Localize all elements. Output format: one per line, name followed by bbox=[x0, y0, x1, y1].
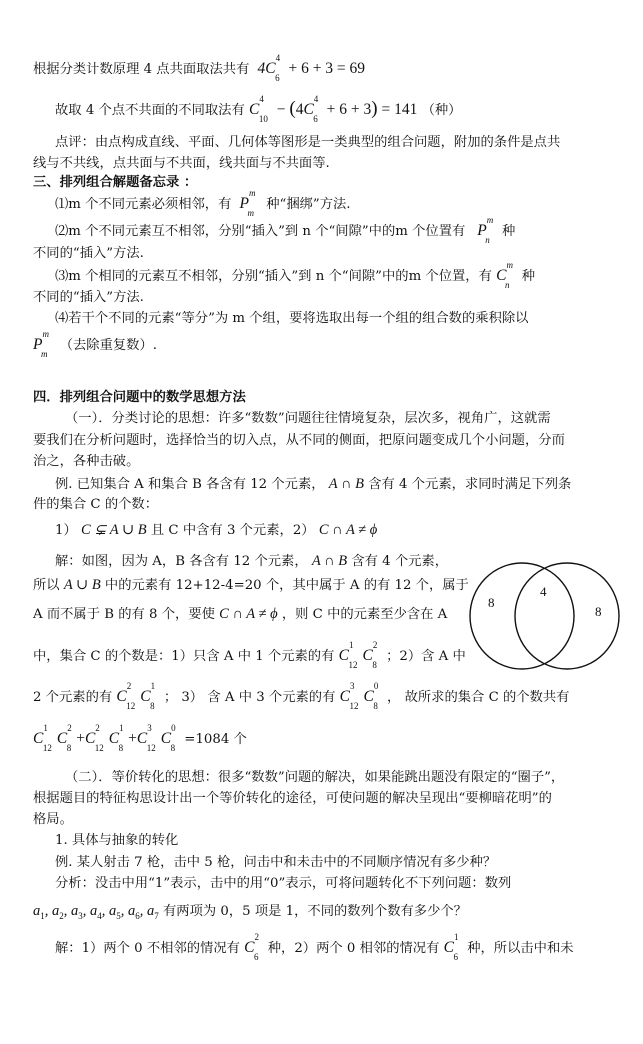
formula: C ∩ A ≠ ϕ bbox=[219, 606, 278, 622]
comment-line: 点评：由点构成直线、平面、几何体等图形是一类典型的组合问题，附加的条件是点共 bbox=[55, 135, 561, 150]
formula: A ∪ B bbox=[63, 577, 101, 593]
formula: $C^2_6$ bbox=[244, 931, 260, 963]
text: 有两项为 0，5 项是 1，不同的数列个数有多少个？ bbox=[162, 904, 467, 919]
formula: $4C^4_6 + 6 + 3 = 69$ bbox=[253, 52, 366, 84]
text: 根据分类计数原理 4 点共面取法共有 bbox=[33, 62, 250, 77]
paragraph-line: 治之，各种击破。 bbox=[33, 454, 140, 469]
text: 2 个元素的有 bbox=[33, 690, 113, 705]
memo-item-4: ⑷若干个不同的元素“等分”为 m 个组，要将选取出每一个组的组合数的乘积除以 bbox=[55, 311, 529, 326]
formula: $C^2_{12}C^1_8$ bbox=[116, 680, 156, 712]
text: ， 故所求的集合 C 的个数共有 bbox=[387, 690, 570, 705]
venn-right-count: 8 bbox=[595, 604, 602, 619]
text: A 而不属于 B 的有 8 个，要使 bbox=[33, 607, 215, 622]
formula: A ∩ B bbox=[328, 476, 364, 492]
formula: $C^1_{12}C^2_8+C^2_{12}C^1_8+C^3_{12}C^0_8$ bbox=[33, 722, 176, 754]
solution-line bbox=[55, 931, 574, 963]
text: 例. 已知集合 A 和集合 B 各含有 12 个元素， bbox=[55, 477, 325, 492]
formula: $P^m_m$ bbox=[235, 187, 256, 219]
formula: $C^3_{12}C^0_8$ bbox=[339, 680, 379, 712]
text: ； 3） 含 A 中 3 个元素的有 bbox=[163, 690, 336, 705]
formula: $a_1$, $a_2$, $a_3$, $a_4$, $a_5$, $a_6$, $a_7$ bbox=[33, 903, 159, 921]
paragraph-line: 要我们在分析问题时，选择恰当的切入点，从不同的侧面，把原问题变成几个小问题，分而 bbox=[33, 433, 565, 448]
formula: C ∩ A ≠ ϕ bbox=[318, 522, 378, 538]
text: ；2）含 A 中 bbox=[386, 649, 466, 664]
text-line bbox=[33, 52, 366, 84]
subheading: 1. 具体与抽象的转化 bbox=[55, 833, 179, 848]
memo-item-2-cont: 不同的“插入”方法. bbox=[33, 246, 144, 261]
text: 含有 4 个元素， bbox=[351, 554, 449, 569]
solution-line bbox=[55, 552, 448, 571]
set-a-circle bbox=[470, 563, 574, 669]
unit: （种） bbox=[421, 103, 462, 118]
venn-center-count: 4 bbox=[540, 584, 547, 599]
solution-line bbox=[33, 639, 466, 671]
condition-line bbox=[55, 521, 377, 540]
paragraph-line: （一）．分类讨论的思想：许多“数数”问题往往情境复杂，层次多，视角广，这就需 bbox=[65, 411, 551, 426]
text: （去除重复数）. bbox=[59, 338, 158, 353]
solution-line bbox=[33, 605, 447, 624]
formula: A ∩ B bbox=[311, 553, 348, 569]
comment-line: 线与不共线，点共面与不共面，线共面与不共面等. bbox=[33, 156, 330, 171]
venn-diagram bbox=[462, 560, 627, 685]
formula: $C^1_6$ bbox=[443, 931, 459, 963]
text: 中的元素有 12+12-4=20 个，其中属于 A 的有 12 个，属于 bbox=[104, 578, 469, 593]
paragraph-line: 根据题目的特征构思设计出一个等价转化的途径，可使问题的解决呈现出“要柳暗花明”的 bbox=[33, 791, 552, 806]
text: ，则 C 中的元素至少含在 A bbox=[281, 607, 448, 622]
formula: $C^4_{10} - (4C^4_6 + 6 + 3) = 141$ bbox=[249, 93, 418, 125]
text: 种“捆绑”方法. bbox=[266, 197, 351, 212]
text: 解：如图，因为 A，B 各含有 12 个元素， bbox=[55, 554, 308, 569]
memo-item-2 bbox=[55, 214, 516, 246]
example-line bbox=[55, 475, 571, 494]
solution-line bbox=[33, 576, 469, 595]
formula: $C^1_{12}C^2_8$ bbox=[338, 639, 378, 671]
text: 种 bbox=[521, 269, 536, 284]
analysis-line bbox=[33, 902, 467, 921]
memo-item-4-cont bbox=[33, 328, 158, 360]
set-b-circle bbox=[515, 563, 619, 669]
text: 含有 4 个元素，求同时满足下列条 bbox=[368, 477, 572, 492]
example-line: 件的集合 C 的个数： bbox=[33, 497, 159, 512]
text: 故取 4 个点不共面的不同取法有 bbox=[55, 103, 245, 118]
solution-line bbox=[33, 680, 570, 712]
text: 中，集合 C 的个数是：1）只含 A 中 1 个元素的有 bbox=[33, 649, 335, 664]
paragraph-line: （二）．等价转化的思想：很多“数数”问题的解决，如果能跳出题没有限定的“圈子”， bbox=[65, 770, 565, 785]
text: 1） bbox=[55, 523, 77, 538]
memo-item-3 bbox=[55, 259, 536, 291]
section-heading: 三、排列组合解题备忘录 ： bbox=[33, 175, 198, 190]
memo-item-3-cont: 不同的“插入”方法. bbox=[33, 290, 144, 305]
text: ⑴m 个不同元素必须相邻，有 bbox=[55, 197, 232, 212]
venn-left-count: 8 bbox=[488, 595, 495, 610]
text: 解：1）两个 0 不相邻的情况有 bbox=[55, 941, 240, 956]
text-line bbox=[55, 93, 462, 125]
formula: $C^m_n$ bbox=[496, 259, 513, 291]
text: 且 C 中含有 3 个元素，2） bbox=[150, 523, 315, 538]
text: ⑵m 个不同元素互不相邻，分别“插入”到 n 个“间隙”中的m 个位置有 bbox=[55, 224, 466, 239]
text: 种，所以击中和未 bbox=[467, 941, 574, 956]
solution-line bbox=[33, 722, 247, 754]
text: =1084 个 bbox=[184, 732, 247, 747]
text: 所以 bbox=[33, 578, 60, 593]
formula: $P^m_n$ bbox=[469, 214, 494, 246]
text: 种，2）两个 0 相邻的情况有 bbox=[267, 941, 440, 956]
analysis-line: 分析：没击中用“1”表示，击中的用“0”表示，可将问题转化不下列问题：数列 bbox=[55, 876, 512, 891]
paragraph-line: 格局。 bbox=[33, 812, 73, 827]
formula: $P^m_m$ bbox=[33, 328, 49, 360]
text: 种 bbox=[502, 224, 516, 239]
formula: C ⊊ A ∪ B bbox=[81, 522, 147, 538]
example-line: 例. 某人射击 7 枪，击中 5 枪，问击中和未击中的不同顺序情况有多少种？ bbox=[55, 855, 497, 870]
memo-item-1 bbox=[55, 187, 351, 219]
text: ⑶m 个相同的元素互不相邻，分别“插入”到 n 个“间隙”中的m 个位置，有 bbox=[55, 269, 492, 284]
section-heading: 四．排列组合问题中的数学思想方法 bbox=[33, 390, 246, 405]
